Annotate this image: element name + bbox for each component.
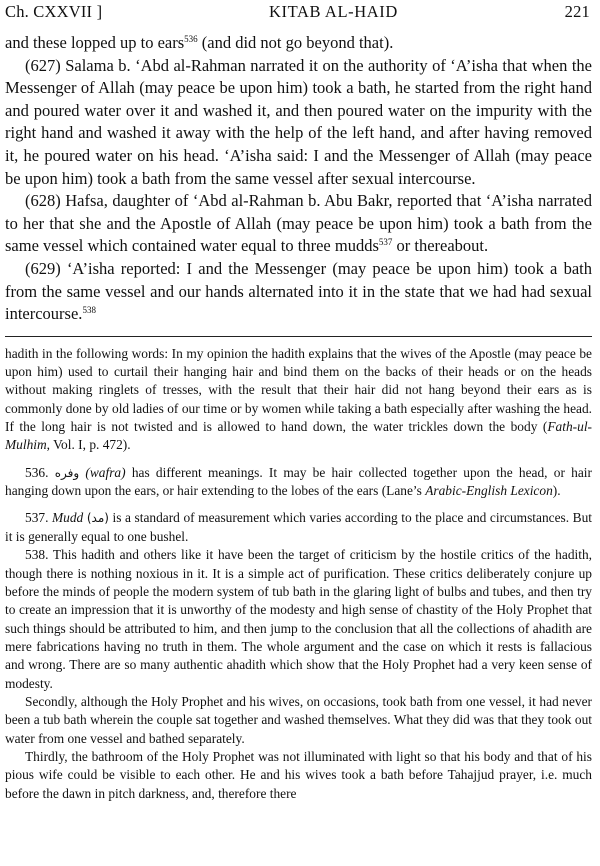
footnotes <box>5 345 592 803</box>
footnote-divider <box>5 336 592 337</box>
chapter-label: Ch. CXXVII ] <box>5 2 103 21</box>
page-number: 221 <box>564 2 590 21</box>
footnote-continued: hadith in the following words: In my opinion the hadith explains that the wives of the Apostle (may peace be upon him) used to curtail their hanging hair and bind them on the backs of their heads or on the heads without making ringlets of tresses, with the result that their hair did not hang beyond their ears as is commonly done by old ladies of our time or by women while taking a bath especially after washing the head. If the long hair is not twisted and is allowed to hand down, the water trickles down the body (Fath-ul-Mulhim, Vol. I, p. 472). <box>5 345 592 453</box>
footnote-538-third: Thirdly, the bathroom of the Holy Prophet was not illuminated with light so that his body and that of his pious wife could be visible to each other. He and his wives took a bath before Tahajjud prayer, i.e. much before the dawn in pitch darkness, and, therefore there <box>5 748 592 801</box>
main-text <box>5 32 592 326</box>
paragraph-continued: and these lopped up to ears$^{536}$ (and did not go beyond that). <box>5 33 394 52</box>
footnote-ref-536[interactable]: 536 <box>184 34 198 44</box>
footnote-538-second: Secondly, although the Holy Prophet and his wives, on occasions, took bath from one vessel, it had never been a tub bath wherein the couple sat together and washed themselves. What they did was that they took out water from one vessel and bathed separately. <box>5 693 592 746</box>
arabic-term: (مد) <box>86 511 109 526</box>
footnote-537: 537. Mudd (مد) is a standard of measurement which varies according to the place and circumstances. But it is generally equal to one bushel. <box>5 510 593 544</box>
book-title: KITAB AL-HAID <box>269 2 398 21</box>
hadith-629: (629) ‘A’isha reported: I and the Messenger (may peace be upon him) took a bath from the same vessel and our hands alternated into it in the state that we had had sexual intercourse.$^{538}$ <box>5 258 592 324</box>
hadith-627: (627) Salama b. ‘Abd al-Rahman narrated it on the authority of ‘A’isha that when the Messenger of Allah (may peace be upon him) took a bath, he started from the right hand and poured water over it and washed it, and then poured water on the impurity with the right hand and washed it away with the help of the left hand, and after having removed it, he poured water on his head. ‘A’isha said: I and the Messenger of Allah (may peace be upon him) took a bath from the same vessel after sexual intercourse. <box>5 55 592 188</box>
footnote-536: 536. وفره (wafra) has different meanings. It may be hair collected together upon the head, or hair hanging down upon the ears, or hair extending to the lobes of the ears (Lane’s Arabic-English Lexicon). <box>5 464 592 499</box>
hadith-628: (628) Hafsa, daughter of ‘Abd al-Rahman b. Abu Bakr, reported that ‘A’isha narrated to her that she and the Apostle of Allah (may peace be upon him) took a bath from the same vessel which contained water equal to three mudds$^{537}$ or thereabout. <box>5 191 592 256</box>
footnote-ref-537[interactable]: 537 <box>378 237 393 248</box>
footnote-ref-538[interactable]: 538 <box>82 305 96 316</box>
running-header <box>5 0 592 32</box>
footnote-538: 538. This hadith and others like it have been the target of criticism by the hostile critics of the hadith, though there is nothing noxious in it. It is a simple act of purification. These critics deliberately conjure up before the minds of people the modern system of tub bath in the glaring light of bulbs and tubes, and then try to create an impression that it is unworthy of the modesty and high sense of chastity of the Holy Prophet that such things should be attributed to him, and then jump to the conclusion that all the collections of ahadith are mere fabrications having no truth in them. The whole argument and the case on which it rests is fallacious and wrong. There are so many authentic ahadith which show that the Holy Prophet had a very keen sense of modesty. <box>5 547 592 691</box>
arabic-term: وفره <box>54 465 80 480</box>
